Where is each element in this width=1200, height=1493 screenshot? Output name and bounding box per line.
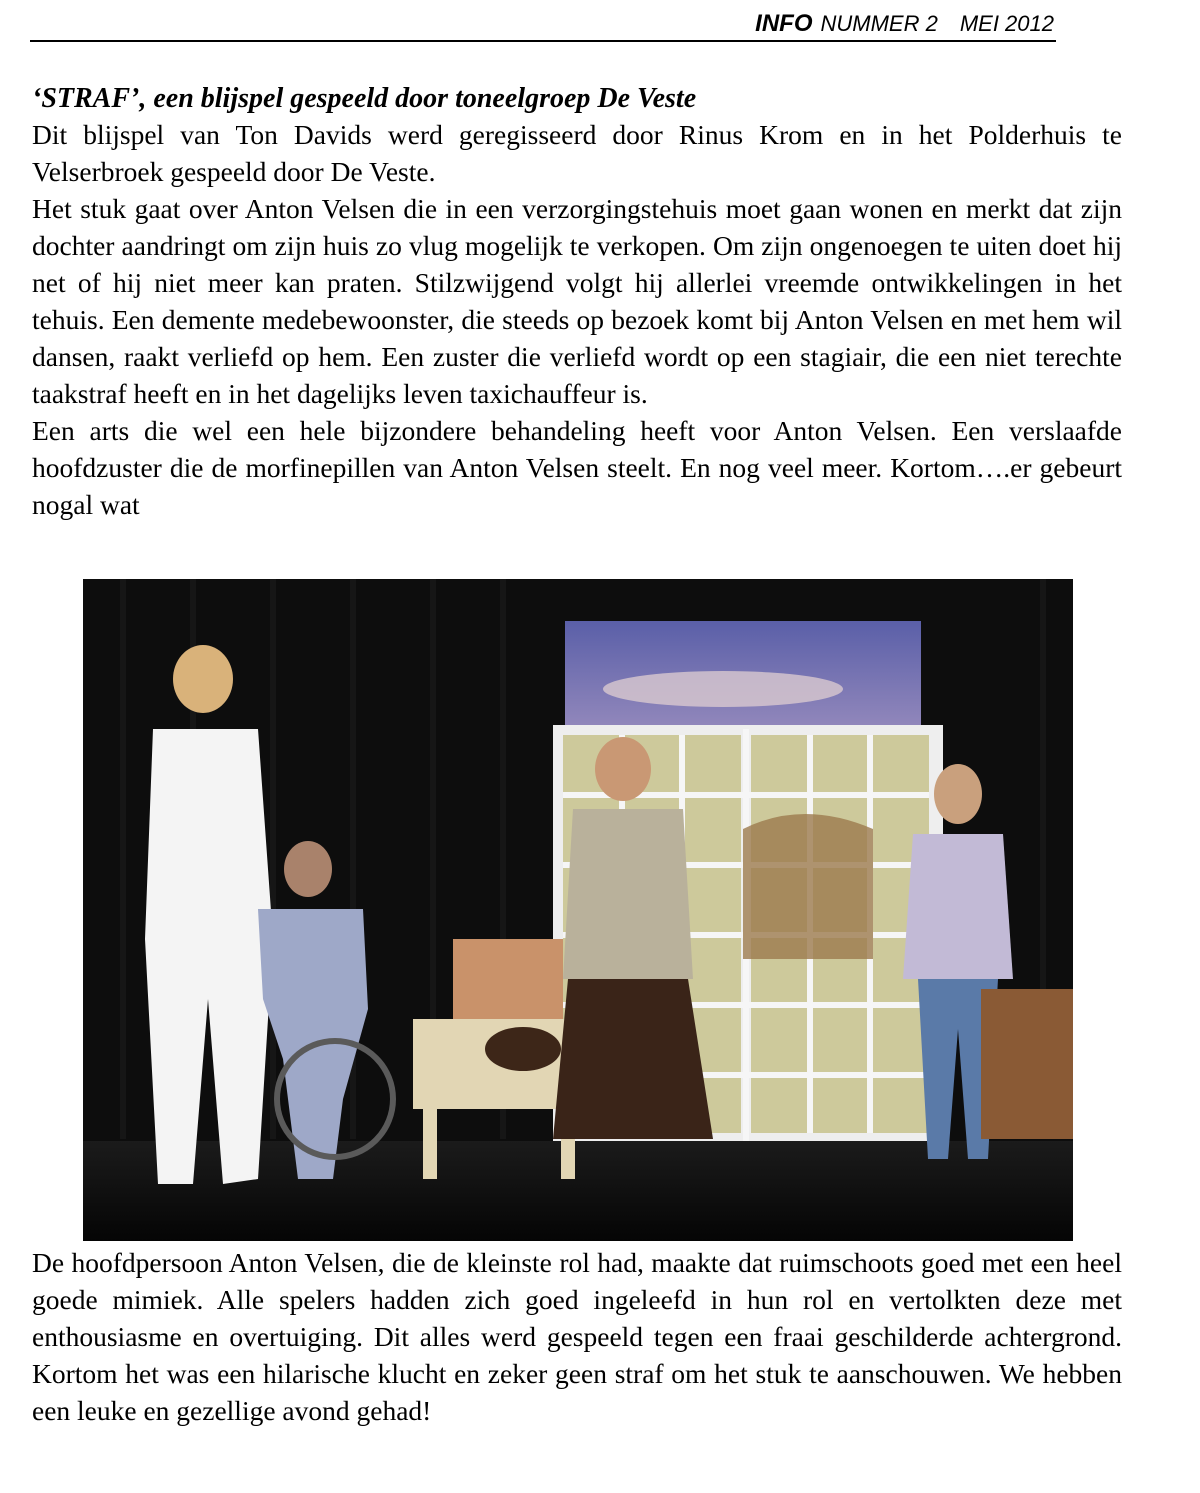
header-date: MEI 2012: [959, 11, 1054, 36]
intro-paragraph-2: Het stuk gaat over Anton Velsen die in een verzorgingstehuis moet gaan wonen en merkt dat zijn dochter aandringt om zijn huis zo vlug mogelijk te verkopen. Om zijn ongenoegen te uiten doet hij net of hij niet meer kan praten. Stilzwijgend volgt hij allerlei vreemde ontwikkelingen in het tehuis. Een demente medebewoonster, die steeds op bezoek komt bij Anton Velsen en met hem wil dansen, raakt verliefd op hem. Een zuster die verliefd wordt op een stagiair, die een niet terechte taakstraf heeft en in het dagelijks leven taxichauffeur is.: [32, 193, 1122, 409]
stage-photo: [83, 579, 1073, 1241]
article-closing: [32, 1244, 1122, 1429]
closing-paragraph: De hoofdpersoon Anton Velsen, die de kleinste rol had, maakte dat ruimschoots goed met een heel goede mimiek. Alle spelers hadden zich goed ingeleefd in hun rol en vertolkten deze met enthousiasme en overtuiging. Dit alles werd gespeeld tegen een fraai geschilderde achtergrond. Kortom het was een hilarische klucht en zeker geen straf om het stuk te aanschouwen. We hebben een leuke en gezellige avond gehad!: [32, 1247, 1122, 1426]
header-brand: INFO: [755, 10, 813, 37]
intro-paragraph-3: Een arts die wel een hele bijzondere behandeling heeft voor Anton Velsen. Een verslaafde hoofdzuster die de morfinepillen van Anton Velsen steelt. En nog veel meer. Kortom….er gebeurt nogal wat: [32, 415, 1122, 520]
header-issue: NUMMER 2: [820, 11, 938, 36]
stage-photo-illustration: [83, 579, 1073, 1241]
article-title: ‘STRAF’, een blijspel gespeeld door toneelgroep De Veste: [32, 83, 697, 114]
page-header: [30, 10, 1056, 42]
article-intro: [32, 116, 1122, 523]
intro-paragraph-1: Dit blijspel van Ton Davids werd geregisseerd door Rinus Krom en in het Polderhuis te Velserbroek gespeeld door De Veste.: [32, 119, 1122, 187]
